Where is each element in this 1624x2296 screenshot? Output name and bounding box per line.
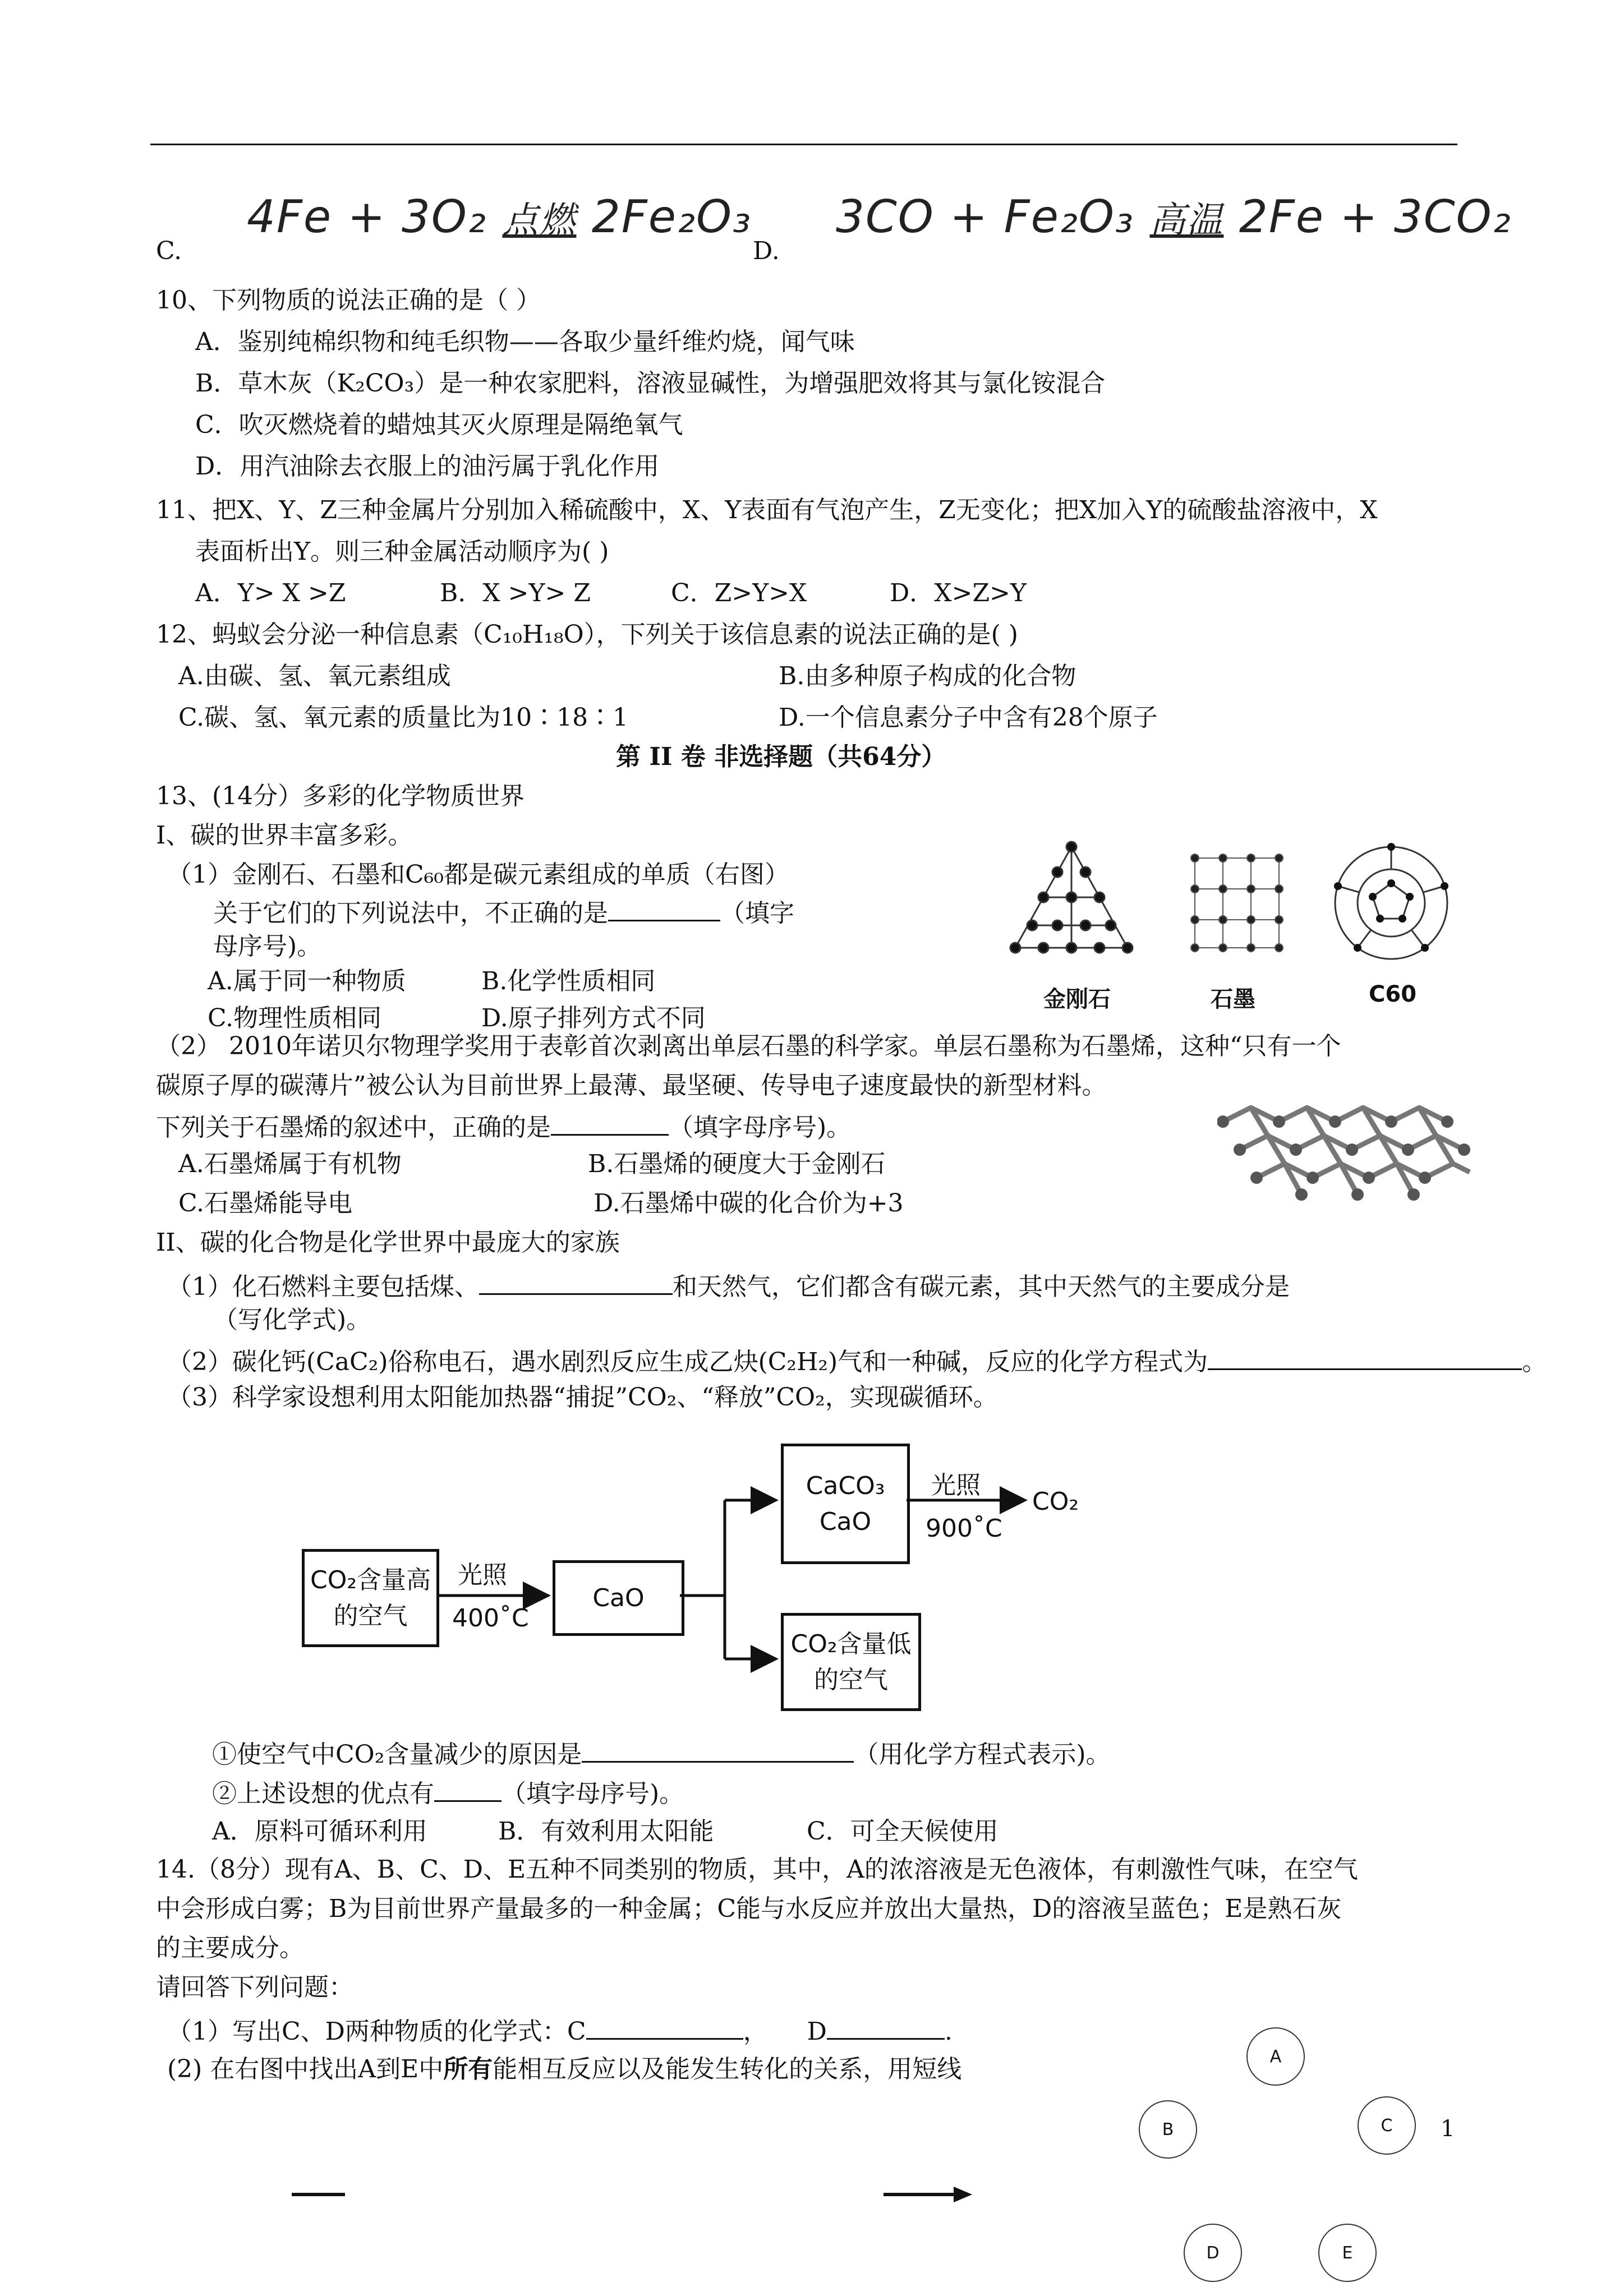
q9-c-products: 2Fe₂O₃ bbox=[591, 191, 752, 243]
flow-box-caco3-cao: CaCO₃ CaO bbox=[781, 1444, 910, 1564]
flow-box-high-co2-air: CO₂含量高 的空气 bbox=[302, 1549, 439, 1647]
q13-p2-option-c: C.石墨烯能导电 bbox=[178, 1189, 353, 1218]
q12-option-a: A.由碳、氢、氧元素组成 bbox=[178, 662, 451, 690]
q12-option-b: B.由多种原子构成的化合物 bbox=[779, 662, 1076, 690]
flow-arrow2-bottom-label: 900˚C bbox=[926, 1514, 1002, 1543]
q10-option-c: C．吹灭燃烧着的蜡烛其灭火原理是隔绝氧气 bbox=[195, 411, 683, 439]
q13-p2-option-a: A.石墨烯属于有机物 bbox=[178, 1150, 402, 1178]
q11-stem: 11、把X、Y、Z三种金属片分别加入稀硫酸中，X、Y表面有气泡产生，Z无变化；把X加入Y的硫酸盐溶液中，X bbox=[156, 496, 1378, 524]
q13-p1-line1: （1）金刚石、石墨和C₆₀都是碳元素组成的单质（右图） bbox=[167, 860, 789, 889]
q13-p2-line2: 碳原子厚的碳薄片”被公认为目前世界上最薄、最坚硬、传导电子速度最快的新型材料。 bbox=[156, 1071, 1107, 1100]
q9-c-label: C. bbox=[156, 237, 182, 265]
flow-arrow1-bottom-label: 400˚C bbox=[452, 1604, 529, 1633]
q13-q2-line: （2）碳化钙(CaC₂)俗称电石，遇水剧烈反应生成乙炔(C₂H₂)气和一种碱，反应的化学方程式为 。 bbox=[167, 1344, 1547, 1378]
caption-c60: C60 bbox=[1369, 981, 1417, 1007]
q9-d-products: 2Fe + 3CO₂ bbox=[1239, 191, 1512, 243]
q13-part2-title: II、碳的化合物是化学世界中最庞大的家族 bbox=[156, 1228, 620, 1257]
section-heading: 第 II 卷 非选择题（共64分） bbox=[616, 743, 946, 771]
q12-option-c: C.碳、氢、氧元素的质量比为10∶18∶1 bbox=[178, 703, 629, 732]
q10-option-d: D．用汽油除去衣服上的油污属于乳化作用 bbox=[195, 452, 660, 481]
q11-option-d: D．X>Z>Y bbox=[890, 579, 1027, 607]
caption-graphite: 石墨 bbox=[1211, 986, 1255, 1012]
q9-c-reactants: 4Fe + 3O₂ bbox=[247, 191, 487, 243]
q13-s2-line: ②上述设想的优点有 （填字母序号)。 bbox=[212, 1776, 684, 1810]
q11-option-c: C．Z>Y>X bbox=[671, 579, 807, 607]
q13-p2-line3: 下列关于石墨烯的叙述中，正确的是 （填字母序号)。 bbox=[156, 1109, 851, 1144]
flow-box-cao: CaO bbox=[553, 1560, 684, 1636]
q10-stem: 10、下列物质的说法正确的是（ ） bbox=[156, 286, 541, 315]
page-number: 1 bbox=[1441, 2116, 1455, 2142]
q9-d-label: D. bbox=[753, 237, 780, 265]
node-b[interactable]: B bbox=[1139, 2100, 1197, 2159]
q14-emphasis: 所有 bbox=[443, 2055, 493, 2083]
q13-q1-line2: （写化学式)。 bbox=[213, 1306, 371, 1334]
flow-arrow2-top-label: 光照 bbox=[931, 1471, 981, 1500]
q13-s1-blank[interactable] bbox=[582, 1736, 854, 1763]
node-a[interactable]: A bbox=[1246, 2027, 1305, 2086]
q11-stem-2: 表面析出Y。则三种金属活动顺序为( ) bbox=[195, 537, 609, 566]
q13-s2-option-b: B．有效利用太阳能 bbox=[498, 1817, 714, 1846]
q13-s2-option-a: A．原料可循环利用 bbox=[212, 1817, 427, 1846]
q10-option-b: B．草木灰（K₂CO₃）是一种农家肥料，溶液显碱性，为增强肥效将其与氯化铵混合 bbox=[195, 369, 1106, 398]
q12-stem: 12、蚂蚁会分泌一种信息素（C₁₀H₁₈O），下列关于该信息素的说法正确的是( ) bbox=[156, 620, 1018, 649]
q9-d-condition: 高温 bbox=[1149, 200, 1224, 241]
q13-p1-option-b: B.化学性质相同 bbox=[481, 967, 656, 995]
q11-option-b: B．X >Y> Z bbox=[440, 579, 591, 607]
flow-output-co2: CO₂ bbox=[1032, 1487, 1079, 1516]
q13-q1-line: （1）化石燃料主要包括煤、 和天然气，它们都含有碳元素，其中天然气的主要成分是 bbox=[167, 1269, 1290, 1303]
q13-p2-option-b: B.石墨烯的硬度大于金刚石 bbox=[588, 1150, 886, 1178]
q13-q3-line: （3）科学家设想利用太阳能加热器“捕捉”CO₂、“释放”CO₂，实现碳循环。 bbox=[167, 1383, 998, 1412]
q10-option-a: A．鉴别纯棉织物和纯毛织物——各取少量纤维灼烧，闻气味 bbox=[195, 328, 855, 356]
q14-s2-line: (2) 在右图中找出A到E中所有能相互反应以及能发生转化的关系，用短线 bbox=[167, 2055, 962, 2083]
flow-arrow1-top-label: 光照 bbox=[458, 1561, 507, 1589]
node-e[interactable]: E bbox=[1318, 2224, 1377, 2282]
q13-p1-option-c: C.物理性质相同 bbox=[208, 1004, 382, 1032]
q13-part1-title: I、碳的世界丰富多彩。 bbox=[156, 821, 413, 850]
q14-d-blank[interactable] bbox=[827, 2013, 945, 2040]
node-d[interactable]: D bbox=[1184, 2224, 1242, 2282]
q9-c-condition: 点燃 bbox=[502, 200, 577, 241]
q13-p2-option-d: D.石墨烯中碳的化合价为+3 bbox=[594, 1189, 904, 1218]
q13-p1-option-d: D.原子排列方式不同 bbox=[481, 1004, 706, 1032]
node-c[interactable]: C bbox=[1358, 2096, 1416, 2155]
caption-diamond: 金刚石 bbox=[1043, 986, 1111, 1012]
q13-p2-line1: （2） 2010年诺贝尔物理学奖用于表彰首次剥离出单层石墨的科学家。单层石墨称为石墨烯，这种“只有一个 bbox=[156, 1032, 1341, 1061]
q13-p1-line3: 母序号)。 bbox=[213, 932, 322, 961]
q14-s1-line: （1）写出C、D两种物质的化学式：C ， D . bbox=[167, 2013, 953, 2048]
q14-line2: 中会形成白雾；B为目前世界产量最多的一种金属；C能与水反应并放出大量热，D的溶液呈蓝色；E是熟石灰 bbox=[156, 1894, 1342, 1923]
flow-box-low-co2-air: CO₂含量低 的空气 bbox=[781, 1613, 921, 1711]
q9-d-reactants: 3CO + Fe₂O₃ bbox=[836, 191, 1134, 243]
q13-s1-line: ①使空气中CO₂含量减少的原因是 （用化学方程式表示)。 bbox=[212, 1736, 1111, 1771]
q13-s2-blank[interactable] bbox=[434, 1776, 502, 1802]
q13-p1-line2: 关于它们的下列说法中，不正确的是 （填字 bbox=[213, 895, 794, 929]
q11-option-a: A．Y> X >Z bbox=[195, 579, 346, 607]
q14-line1: 14.（8分）现有A、B、C、D、E五种不同类别的物质，其中，A的浓溶液是无色液体，有刺激性气味，在空气 bbox=[156, 1855, 1358, 1884]
q13-stem: 13、(14分）多彩的化学物质世界 bbox=[156, 782, 525, 810]
q13-s2-option-c: C．可全天候使用 bbox=[807, 1817, 999, 1846]
q13-p1-option-a: A.属于同一种物质 bbox=[208, 967, 406, 995]
arrow-symbol bbox=[884, 2183, 973, 2206]
short-line-symbol bbox=[292, 2193, 345, 2196]
q14-c-blank[interactable] bbox=[586, 2013, 743, 2040]
q14-line3: 的主要成分。 bbox=[156, 1934, 304, 1962]
q14-line4: 请回答下列问题： bbox=[156, 1973, 353, 2002]
q12-option-d: D.一个信息素分子中含有28个原子 bbox=[779, 703, 1158, 732]
